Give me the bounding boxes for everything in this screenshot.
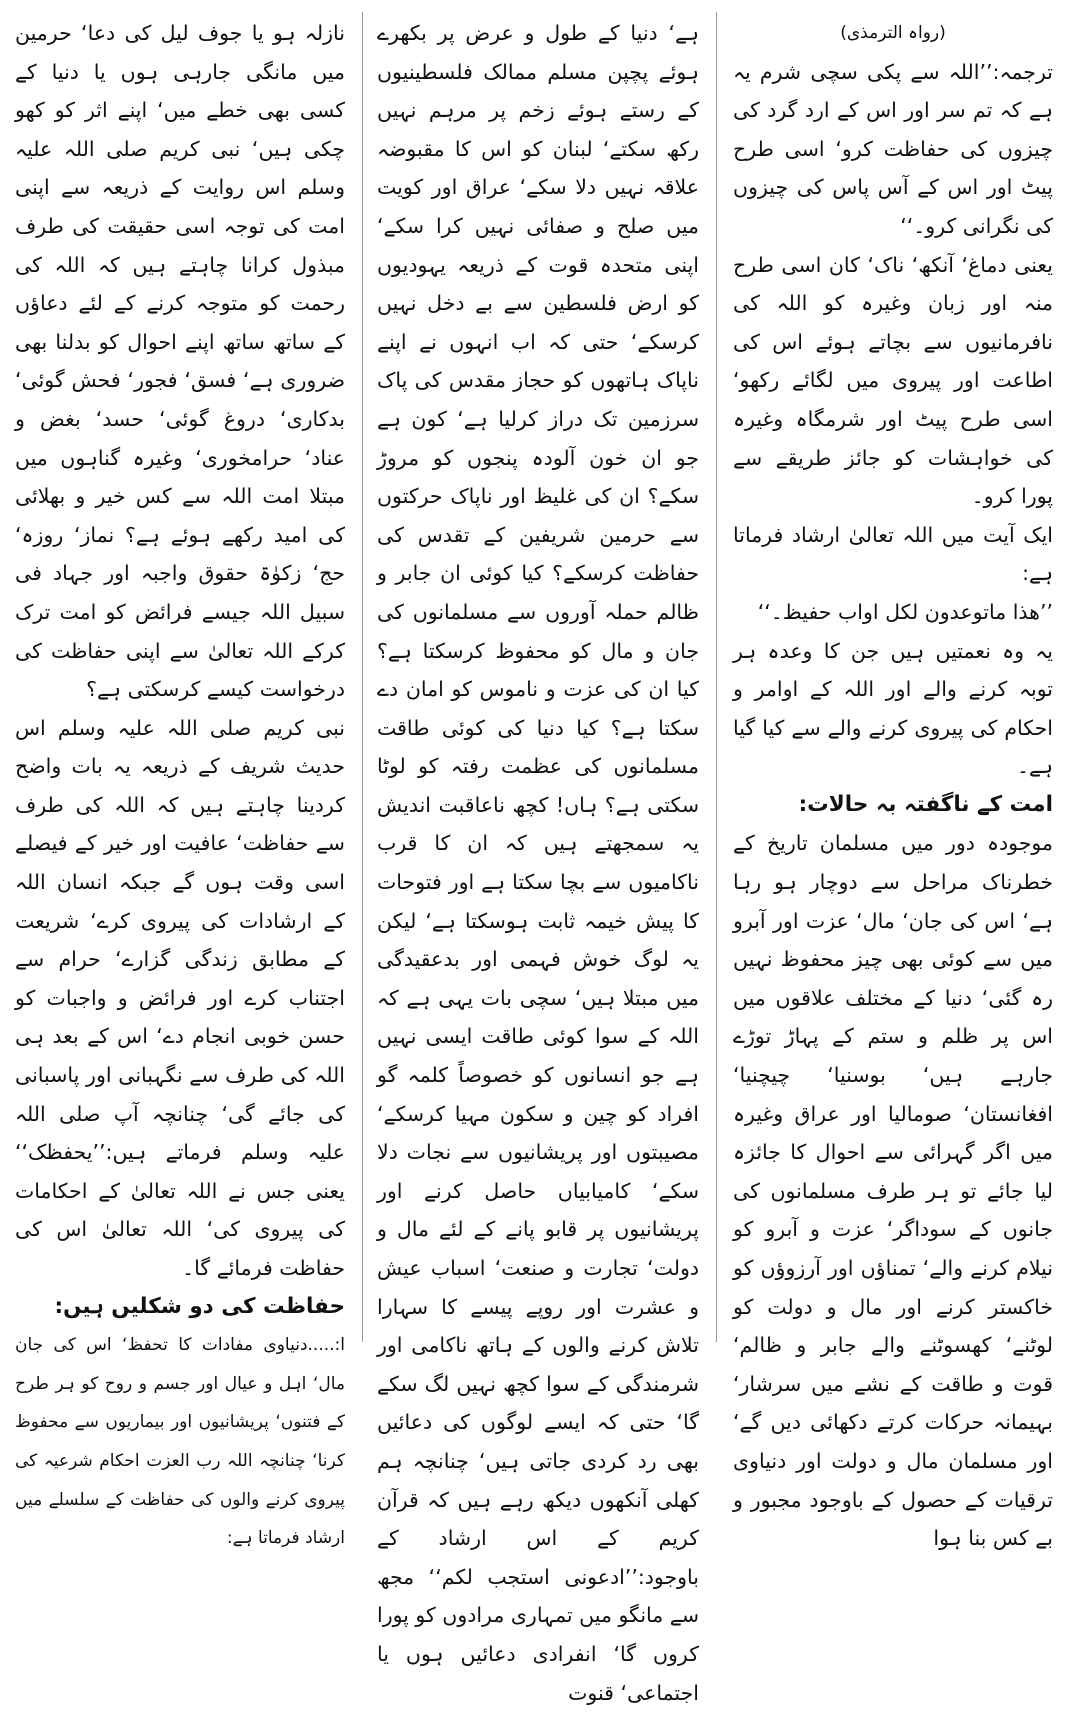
body-paragraph: ہے‘ دنیا کے طول و عرض پر بکھرے ہوئے پچپن مسلم ممالک فلسطینیوں کے رستے ہوئے زخم پر مرہم نہیں رکھ سکتے‘ لبنان کو اس کا مقبوضہ علاقہ نہیں دلا سکے‘ عراق اور کویت میں صلح و صفائی نہیں کرا سکے‘ اپنی متحدہ قوت کے ذریعہ یہودیوں کو ارض فلسطین سے بے دخل نہیں کرسکے‘ حتی کہ اب انہوں نے اپنے ناپاک ہاتھوں کو حجاز مقدس کی پاک سرزمین تک دراز کرلیا ہے‘ کون ہے جو ان خون آلودہ پنجوں کو مروڑ سکے؟ ان کی غلیظ اور ناپاک حرکتوں سے حرمین شریفین کے تقدس کی حفاظت کرسکے؟ کیا کوئی ان جابر و ظالم حملہ آوروں سے مسلمانوں کی جان و مال کو محفوظ کرسکتا ہے؟ کیا ان کی عزت و ناموس کو امان دے سکتا ہے؟ کیا دنیا کی کوئی طاقت مسلمانوں کی عظمت رفتہ کو لوٹا سکتی ہے؟ ہاں! کچھ ناعاقبت اندیش یہ سمجھتے ہیں کہ ان کا قرب ناکامیوں سے بچا سکتا ہے اور فتوحات کا پیش خیمہ ثابت ہوسکتا ہے‘ لیکن یہ لوگ خوش فہمی اور بدعقیدگی میں مبتلا ہیں‘ سچی بات یہی ہے کہ اللہ کے سوا کوئی طاقت ایسی نہیں ہے جو انسانوں کو خصوصاً کلمہ گو افراد کو چین و سکون مہیا کرسکے‘ مصیبتوں اور پریشانیوں سے نجات دلا سکے‘ کامیابیاں حاصل کرنے اور پریشانیوں پر قابو پانے کے لئے مال و دولت‘ تجارت و صنعت‘ اسباب عیش و عشرت اور روپے پیسے کا سہارا تلاش کرنے والوں کے ہاتھ ناکامی اور شرمندگی کے سوا کچھ نہیں لگ سکے گا‘ حتی کہ ایسے لوگوں کی دعائیں بھی رد کردی جاتی ہیں‘ چنانچہ ہم کھلی آنکھوں دیکھ رہے ہیں کہ قرآن کریم کے اس ارشاد کے باوجود:’’ادعونی استجب لکم‘‘ مجھ سے مانگو میں تمہاری مرادوں کو پورا کروں گا‘ انفرادی دعائیں ہوں یا اجتماعی‘ قنوت xyxy=(377,21,699,1705)
body-paragraph: نبی کریم صلی اللہ علیہ وسلم اس حدیث شریف کے ذریعہ یہ بات واضح کردینا چاہتے ہیں کہ اللہ کی طرف سے حفاظت‘ عافیت اور خیر کے فیصلے اسی وقت ہوں گے جبکہ انسان اللہ کے ارشادات کی پیروی کرے‘ شریعت کے مطابق زندگی گزارے‘ حرام سے اجتناب کرے اور فرائض و واجبات کو حسن خوبی انجام دے‘ اس کے بعد ہی اللہ کی طرف سے نگہبانی اور پاسبانی کی جائے گی‘ چنانچہ آپ صلی اللہ علیہ وسلم فرماتے ہیں:’’یحفظک‘‘ یعنی جس نے اللہ تعالیٰ کے احکامات کی پیروی کی‘ اللہ تعالیٰ اس کی حفاظت فرمائے گا۔ xyxy=(15,715,345,1280)
verse-intro: ایک آیت میں اللہ تعالیٰ ارشاد فرماتا ہے: xyxy=(733,522,1053,586)
text-column-middle xyxy=(377,14,699,1705)
column-divider xyxy=(362,12,363,1342)
body-paragraph: نازلہ ہو یا جوف لیل کی دعا‘ حرمین میں مانگی جارہی ہوں یا دنیا کے کسی بھی خطے میں‘ اپنے اثر کو کھو چکی ہیں‘ نبی کریم صلی اللہ علیہ وسلم اس روایت کے ذریعہ سے اپنی امت کی توجہ اسی حقیقت کی طرف مبذول کرانا چاہتے ہیں کہ اللہ کی رحمت کو متوجہ کرنے کے لئے دعاؤں کے ساتھ ساتھ اپنے احوال کو بدلنا بھی ضروری ہے‘ فسق‘ فجور‘ فحش گوئی‘ بدکاری‘ دروغ گوئی‘ حسد‘ بغض و عناد‘ حرامخوری‘ وغیرہ گناہوں میں مبتلا امت اللہ سے کس خیر و بھلائی کی امید رکھے ہوئے ہے؟ نماز‘ روزہ‘ حج‘ زکوٰۃ حقوق واجبہ اور جہاد فی سبیل اللہ جیسے فرائض کو امت ترک کرکے اللہ تعالیٰ سے اپنی حفاظت کی درخواست کیسے کرسکتی ہے؟ xyxy=(15,21,345,702)
explanation-paragraph: یعنی دماغ‘ آنکھ‘ ناک‘ کان اسی طرح منہ اور زبان وغیرہ کو اللہ کی نافرمانیوں سے بچاتے ہوئے اس کی اطاعت اور پیروی میں لگائے رکھو‘ اسی طرح پیٹ اور شرمگاہ وغیرہ کی خواہشات کو جائز طریقے سے پورا کرو۔ xyxy=(733,252,1053,509)
translation-paragraph: ترجمہ:’’اللہ سے پکی سچی شرم یہ ہے کہ تم سر اور اس کے ارد گرد کی چیزوں کی حفاظت کرو‘ اسی طرح پیٹ اور اس کے آس پاس کی چیزوں کی نگرانی کرو۔‘‘ xyxy=(733,59,1053,238)
verse-explanation: یہ وہ نعمتیں ہیں جن کا وعدہ ہر توبہ کرنے والے اور اللہ کے اوامر و احکام کی پیروی کرنے والے سے کیا گیا ہے۔ xyxy=(733,638,1053,779)
verse-quote: ’’ھذا ماتوعدون لکل اواب حفیظ۔‘‘ xyxy=(757,599,1053,624)
protection-paragraph: ا:.....دنیاوی مفادات کا تحفظ‘ اس کی جان مال‘ اہل و عیال اور جسم و روح کو ہر طرح کے فتنوں‘ پریشانیوں اور بیماریوں سے محفوظ کرنا‘ چنانچہ اللہ رب العزت احکام شرعیہ کی پیروی کرنے والوں کی حفاظت کے سلسلے میں ارشاد فرماتا ہے: xyxy=(15,1335,345,1549)
section-heading-ummah: امت کے ناگفتہ بہ حالات: xyxy=(798,791,1053,817)
ummah-paragraph: موجودہ دور میں مسلمان تاریخ کے خطرناک مراحل سے دوچار ہو رہا ہے‘ اس کی جان‘ مال‘ عزت اور آبرو میں سے کوئی بھی چیز محفوظ نہیں رہ گئی‘ دنیا کے مختلف علاقوں میں اس پر ظلم و ستم کے پہاڑ توڑے جارہے ہیں‘ بوسنیا‘ چیچنیا‘ افغانستان‘ صومالیا اور عراق وغیرہ میں اگر گہرائی سے احوال کا جائزہ لیا جائے تو ہر طرف مسلمانوں کی جانوں کے سوداگر‘ عزت و آبرو کو نیلام کرنے والے‘ تمناؤں اور آرزوؤں کو خاکستر کرنے اور مال و دولت کو لوٹنے‘ کھسوٹنے والے جابر و ظالم‘ قوت و طاقت کے نشے میں سرشار‘ بہیمانہ حرکات کرتے دکھائی دیں گے‘ اور مسلمان مال و دولت اور دنیاوی ترقیات کے حصول کے باوجود مجبور و بے کس بنا ہوا xyxy=(733,831,1053,1551)
hadith-source: (رواہ الترمذی) xyxy=(840,23,946,43)
column-divider xyxy=(716,12,717,1342)
text-column-left xyxy=(15,14,345,1549)
section-heading-protection: حفاظت کی دو شکلیں ہیں: xyxy=(54,1293,345,1319)
text-column-right xyxy=(733,14,1053,1551)
